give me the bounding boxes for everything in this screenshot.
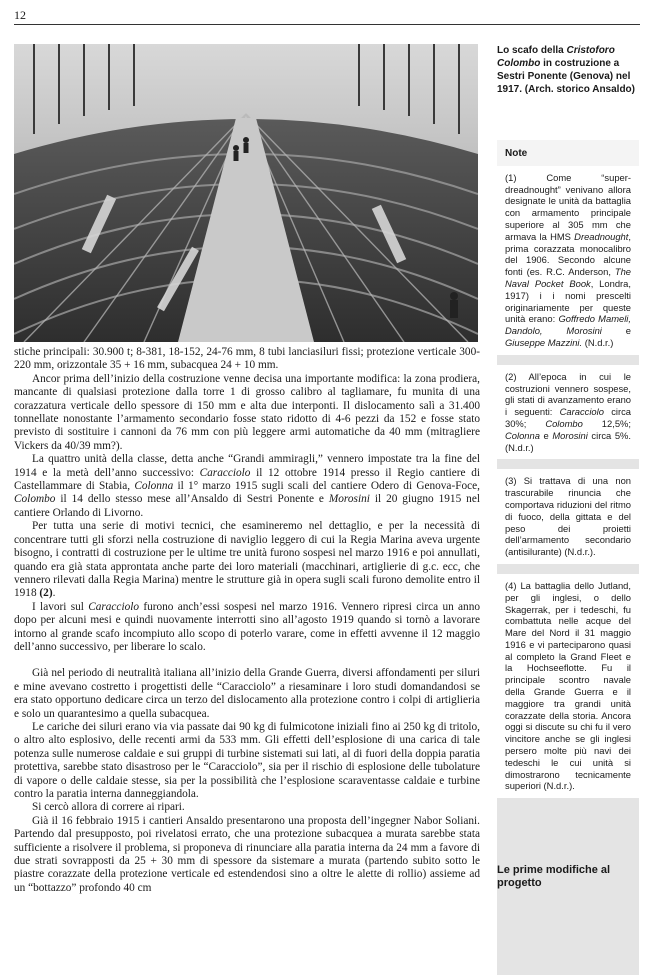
text-run: Le cariche dei siluri erano via via passate dai 90 kg di fulmicotone iniziali fino ai 250 kg di tritolo, o altro alto esplosivo, delle recenti armi da 533 mm. Gli effetti dell’esplosione di una carica di tale potenza sulle numerose caldaie e sui gruppi di turbine sistemati sui lati, al di fuori della doppia paratia protettiva, sarebbe stato disastroso per le “Caracciolo”, sia per il rischio di esplosione delle tubolature di vapore o delle caldaie stesse, sia per la possibilità che l’esplosione scaraventasse caldaie e turbine contro la paratia interna danneggiandola. xyxy=(14,720,480,800)
text-run: . xyxy=(52,587,56,600)
body-paragraph xyxy=(14,520,480,600)
text-run: , prima corazzata monocalibro del 1906. Secondo alcune fonti (es. R.C. Anderson, xyxy=(505,230,631,278)
body-paragraph xyxy=(14,346,480,373)
text-run: The Naval Pocket Book xyxy=(505,266,631,289)
text-run: , Londra, 1917) i i nomi prescelti originariamente per queste unità erano: xyxy=(505,277,631,325)
body-paragraph xyxy=(14,721,480,801)
text-run: I lavori sul xyxy=(32,600,89,613)
footnote xyxy=(497,469,639,564)
notes-sidebar xyxy=(497,140,639,975)
text-run: Già nel periodo di neutralità italiana all’inizio della Grande Guerra, diversi affondamenti per siluri e mine avevano costretto i progettisti delle “Caracciolo” a riesaminare i loro studi domandandosi se era stato opportuno dedicare circa un terzo del dislocamento alla protezione contro i colpi di artiglieria e solo un quarantesimo a quella subacquea. xyxy=(14,667,480,720)
note-separator xyxy=(497,459,639,469)
footnote xyxy=(497,365,639,460)
text-run: (N.d.r.) xyxy=(582,336,614,348)
text-run: stiche principali: 30.900 t; 8-381, 18-152, 24-76 mm, 8 tubi lanciasiluri fissi; protezione verticale 300-220 mm, orizzontale 35 + 16 mm, subacquea 24 + 10 mm. xyxy=(14,346,480,372)
text-run: circa 5%. (N.d.r.) xyxy=(505,429,631,453)
text-run: e xyxy=(539,429,553,441)
text-run: (2) xyxy=(39,587,53,600)
text-run: il 1° marzo 1915 sugli scali del cantiere Odero di Genova-Foce, xyxy=(173,480,480,493)
footnote xyxy=(497,574,639,798)
text-run: Colonna xyxy=(505,429,540,441)
article-body xyxy=(14,346,480,895)
text-run: furono anch’essi sospesi nel marzo 1916. Vennero ripresi circa un anno dopo per alcuni mesi e quindi nuovamente interrotti sino all’agosto 1919 quando si tornò a lavorare intorno al grande scafo incompiuto allo scopo di poterlo varare, come in effetti avvenne il 12 maggio dell’anno successivo, per liberare lo scalo. xyxy=(14,600,480,653)
text-run: e xyxy=(601,325,631,337)
ship-hull-photo xyxy=(14,44,478,342)
photo-caption xyxy=(497,44,639,96)
caption-ship-name: Cristoforo Colombo xyxy=(497,45,615,69)
text-run: (4) La battaglia dello Jutland, per gli inglesi, o dello Skagerrak, per i tedeschi, fu combattuta nelle acque del Mare del Nord il 31 maggio 1916 e vi parteciparono quasi al completo la Grand Fleet e la Hochseeflotte. Fu il principale scontro navale della Grande Guerra e il maggiore tra grandi unità corazzate della storia. Ancora oggi si discute su chi fu il vero vincitore anche se gli inglesi persero molte più navi dei tedeschi le cui unità si dimostrarono tecnicamente superiori (N.d.r.). xyxy=(505,579,631,792)
page-number: 12 xyxy=(14,8,26,22)
text-run: Già il 16 febbraio 1915 i cantieri Ansaldo presentarono una proposta dell’ingegner Nabor Soliani. Partendo dal presupposto, poi rivelatosi errato, che una protezione subacquea a murata sarebbe stata sufficiente a risolvere il problema, si proponeva di rinunciare alla paratia interna da 24 mm a favore di due strati sovrapposti da 25 + 30 mm di spessore da sistemare a murata (partendo subito sotto le piastre corazzate della protezione verticale ed estendendosi sino a oltre le alette di rollio) assieme ad un “bottazzo” profondo 40 cm xyxy=(14,814,480,894)
text-run: (3) Si trattava di una non trascurabile rinuncia che comportava riduzioni del ritmo di fuoco, della gittata e del peso dei proietti dell’armamento secondario (antisilurante) (N.d.r.). xyxy=(505,475,631,558)
header-rule xyxy=(14,24,640,25)
text-run: 12,5%; xyxy=(582,417,631,429)
text-run: Colonna xyxy=(134,480,174,493)
text-run: Si cercò allora di correre ai ripari. xyxy=(32,801,185,814)
body-paragraph xyxy=(14,453,480,520)
body-paragraph xyxy=(14,801,480,814)
text-run: Caracciolo xyxy=(199,466,251,479)
notes-title: Note xyxy=(497,140,639,166)
notes-list xyxy=(497,166,639,798)
text-run: Colombo xyxy=(14,493,56,506)
footnote xyxy=(497,166,639,355)
text-run: Colombo xyxy=(545,417,583,429)
text-run: Morosini xyxy=(552,429,588,441)
body-paragraph xyxy=(14,815,480,895)
body-paragraph xyxy=(14,667,480,721)
text-run: Dreadnought xyxy=(574,230,629,242)
text-run: La quattro unità della classe, detta anche “Grandi ammiragli,” vennero impostate tra la fine del 1914 e la metà dell’anno successivo: xyxy=(14,453,480,479)
note-separator xyxy=(497,355,639,365)
text-run: Morosini xyxy=(328,493,370,506)
text-run: il 14 dello stesso mese all’Ansaldo di Sestri Ponente e xyxy=(55,493,329,506)
note-separator xyxy=(497,564,639,574)
text-run: Ancor prima dell’inizio della costruzione venne decisa una importante modifica: la zona prodiera, mancante di qualsiasi protezione dalla torre 1 di grosso calibro al tagliamare, fu munita di una corazzatura verticale dello spessore di 150 mm e alta due interponti. Il dislocamento salì a 31.400 tonnellate nonostante l’armamento secondario fosse stato ridotto di 4-6 pezzi da 152 e fosse stato previsto di sostituire i cannoni da 76 mm con più leggere armi automatiche da 40 mm (mitragliere Vickers da 40/39 mm?). xyxy=(14,372,480,452)
text-run: (1) Come “super-dreadnought” venivano allora designate le unità da battaglia con armamento principale superiore al 305 mm che armava la HMS xyxy=(505,171,631,242)
ship-hull-photo-graphic xyxy=(14,44,478,342)
text-run: il 12 ottobre 1914 presso il Regio cantiere di Castellammare di Stabia, xyxy=(14,466,480,493)
body-paragraph xyxy=(14,601,480,655)
caption-suffix: in costruzione a Sestri Ponente (Genova) nel 1917. (Arch. storico Ansaldo) xyxy=(497,58,635,95)
body-paragraph xyxy=(14,373,480,453)
caption-prefix: Lo scafo della xyxy=(497,45,567,56)
text-run: Per tutta una serie di motivi tecnici, che esamineremo nel dettaglio, e per la necessità di concentrare tutti gli sforzi nella costruzione di naviglio leggero di cui la Regia Marina aveva urgente bisogno, i contratti di costruzione per le ultime tre unità furono sospesi nel marzo 1916 e poi annullati, quando era già stata approntata anche parte dei loro materiali (macchinari, artiglierie di g.c. ecc, che vennero rilevati dalla Regia Marina) mentre le strutture già in opera sugli scali furono demolite entro il 1918 xyxy=(14,520,480,600)
text-run: (2) All’epoca in cui le costruzioni vennero sospese, gli stati di avanzamento erano i seguenti: xyxy=(505,370,631,418)
text-run: circa 30%; xyxy=(505,406,632,429)
text-run: Caracciolo xyxy=(559,406,604,418)
text-run: Giuseppe Mazzini. xyxy=(505,336,583,348)
section-heading: Le prime modifiche al progetto xyxy=(497,864,611,889)
text-run: il 20 giugno 1915 nel cantiere Orlando di Livorno. xyxy=(14,493,480,519)
text-run: Caracciolo xyxy=(88,600,140,613)
text-run: Goffredo Mameli, Dandolo, Morosini xyxy=(505,313,631,337)
